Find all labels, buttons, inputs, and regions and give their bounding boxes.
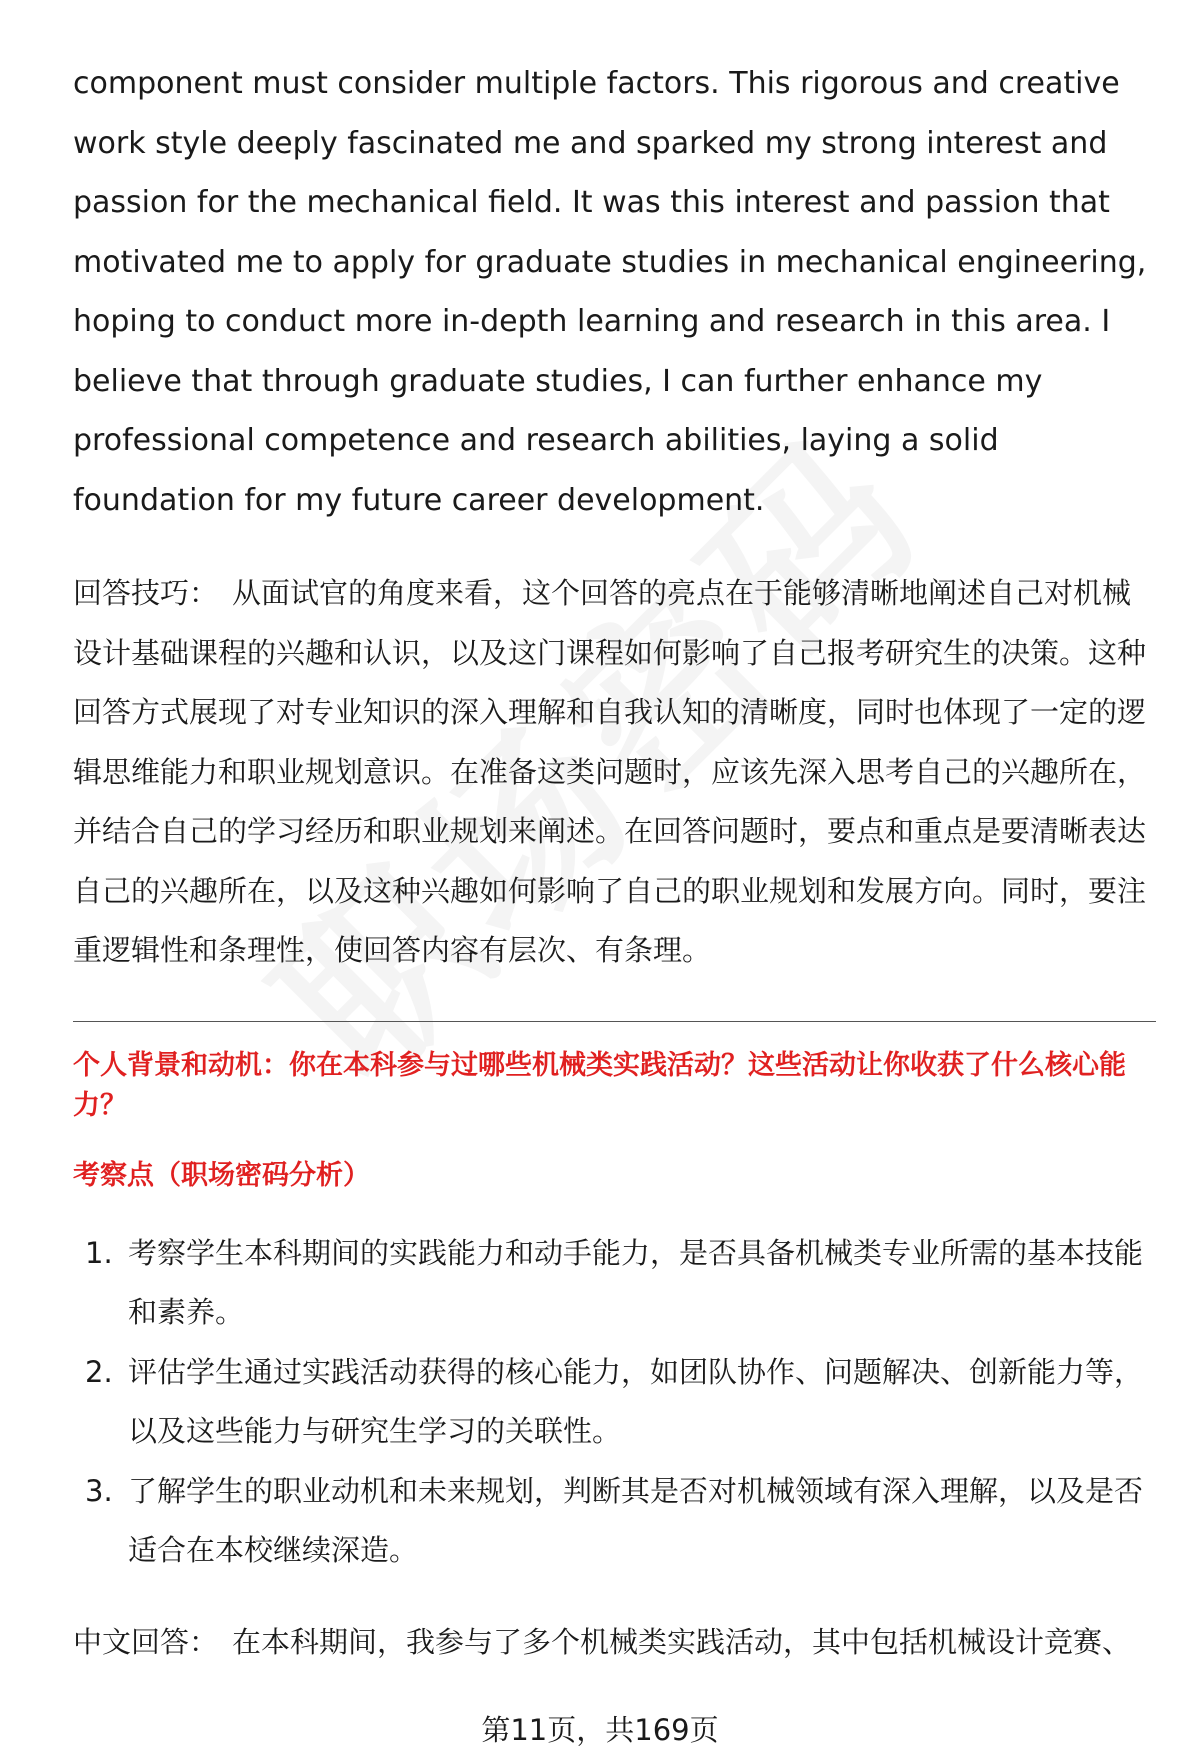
- section-divider: [73, 1021, 1156, 1022]
- list-number: 1.: [85, 1235, 113, 1270]
- answer-label: 中文回答：: [73, 1624, 219, 1659]
- list-text: 了解学生的职业动机和未来规划，判断其是否对机械领域有深入理解，以及是否适合在本校继续深造。: [128, 1473, 1144, 1567]
- list-text: 评估学生通过实践活动获得的核心能力，如团队协作、问题解决、创新能力等，以及这些能力与研究生学习的关联性。: [128, 1354, 1144, 1448]
- list-number: 2.: [85, 1354, 113, 1389]
- analysis-heading: 考察点（职场密码分析）: [73, 1159, 370, 1191]
- chinese-answer: [73, 1613, 1153, 1673]
- tip-label: 回答技巧：: [73, 576, 219, 610]
- list-number: 3.: [85, 1473, 113, 1508]
- list-item: [73, 1462, 1153, 1581]
- tip-text: 从面试官的角度来看，这个回答的亮点在于能够清晰地阐述自己对机械设计基础课程的兴趣和认识，以及这门课程如何影响了自己报考研究生的决策。这种回答方式展现了对专业知识的深入理解和自我认知的清晰度，同时也体现了一定的逻辑思维能力和职业规划意识。在准备这类问题时，应该先深入思考自己的兴趣所在，并结合自己的学习经历和职业规划来阐述。在回答问题时，要点和重点是要清晰表达自己的兴趣所在，以及这种兴趣如何影响了自己的职业规划和发展方向。同时，要注重逻辑性和条理性，使回答内容有层次、有条理。: [73, 576, 1147, 967]
- answer-tip: [73, 564, 1153, 981]
- intro-paragraph: component must consider multiple factors. This rigorous and creative work style deeply fascinated me and sparked my strong interest and passion for the mechanical field. It was this interest and passion that motivated me to apply for graduate studies in mechanical engineering, hoping to conduct more in-depth learning and research in this area. I believe that through graduate studies, I can further enhance my professional competence and research abilities, laying a solid foundation for my future career development.: [73, 66, 1147, 518]
- list-text: 考察学生本科期间的实践能力和动手能力，是否具备机械类专业所需的基本技能和素养。: [128, 1235, 1144, 1329]
- list-item: [73, 1343, 1153, 1462]
- question-heading: 个人背景和动机：你在本科参与过哪些机械类实践活动？这些活动让你收获了什么核心能力？: [73, 1049, 1126, 1121]
- analysis-points: [73, 1224, 1153, 1581]
- page-content: [73, 54, 1153, 1672]
- list-item: [73, 1224, 1153, 1343]
- answer-text: 在本科期间，我参与了多个机械类实践活动，其中包括机械设计竞赛、: [232, 1624, 1132, 1659]
- page-number: 第11页，共169页: [481, 1713, 719, 1747]
